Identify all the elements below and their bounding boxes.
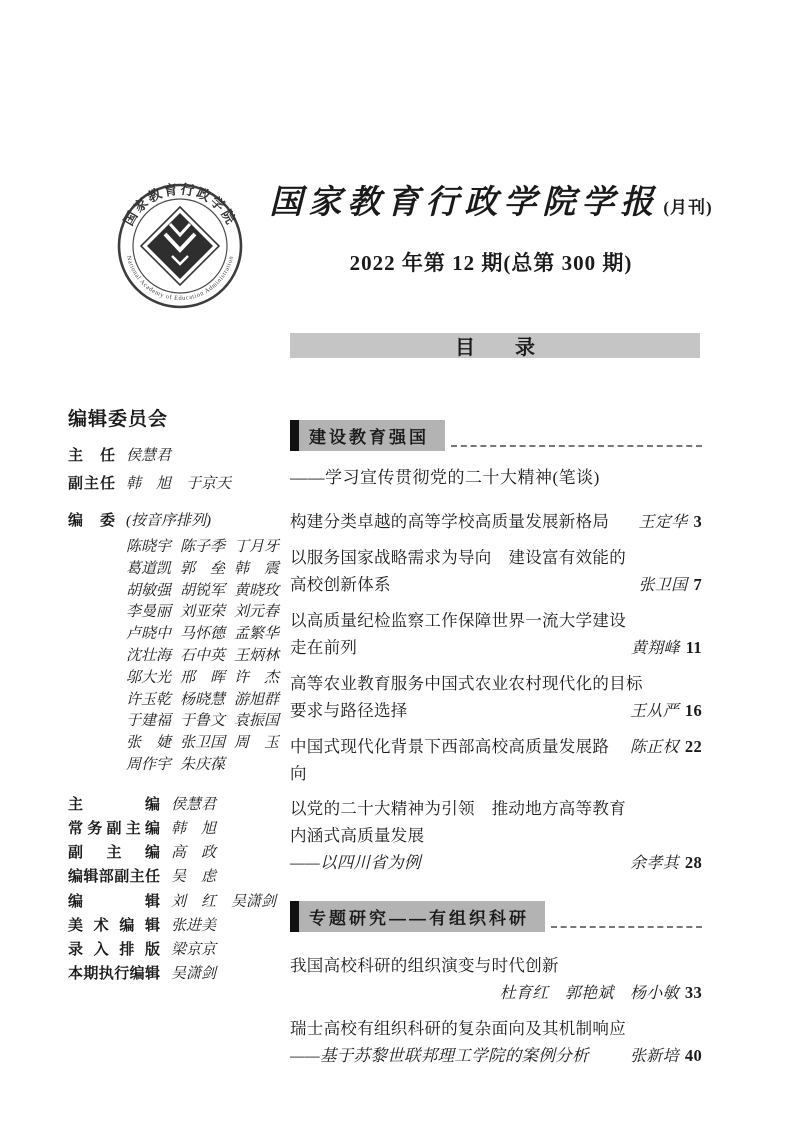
member-name: 张 婕 bbox=[126, 735, 172, 752]
article-title: 瑞士高校有组织科研的复杂面向及其机制响应 bbox=[290, 1019, 626, 1038]
member-name: 李曼丽 bbox=[126, 604, 172, 621]
role-names: 吴 虑 bbox=[171, 869, 217, 886]
committee-label-row bbox=[68, 509, 288, 530]
role-row-exec-deputy-editor bbox=[68, 817, 288, 841]
role-label: 本期执行编辑 bbox=[68, 965, 160, 983]
member-name: 沈壮海 bbox=[126, 647, 172, 664]
article-page-number: 28 bbox=[684, 853, 702, 872]
toc-article bbox=[290, 952, 702, 1007]
member-name: 丁月牙 bbox=[234, 539, 280, 555]
section-header-1 bbox=[290, 420, 702, 451]
journal-title-block bbox=[269, 176, 713, 277]
committee-block bbox=[68, 509, 288, 777]
section-subtitle: ——学习宣传贯彻党的二十大精神(笔谈) bbox=[290, 468, 600, 487]
journal-frequency: (月刊) bbox=[663, 198, 713, 217]
member-row bbox=[126, 581, 288, 603]
role-names: 高 政 bbox=[171, 845, 217, 862]
member-name: 杨晓慧 bbox=[180, 691, 226, 708]
role-label: 录入排版 bbox=[68, 940, 160, 958]
role-row-director bbox=[68, 444, 288, 465]
member-name: 朱庆葆 bbox=[180, 756, 226, 773]
article-author: 张卫国 bbox=[638, 577, 688, 594]
article-title: 中国式现代化背景下西部高校高质量发展路向 bbox=[290, 737, 610, 783]
member-row bbox=[126, 755, 288, 777]
role-names: 韩 旭 于京天 bbox=[126, 476, 232, 492]
role-row-editors bbox=[68, 890, 288, 914]
member-name: 胡锐军 bbox=[180, 582, 226, 599]
dashed-rule bbox=[451, 445, 702, 447]
article-page-number: 40 bbox=[684, 1046, 702, 1065]
role-names: 侯慧君 bbox=[171, 796, 217, 813]
article-page-number: 22 bbox=[684, 737, 702, 756]
committee-label: 编委 bbox=[68, 512, 115, 529]
member-name: 刘亚荣 bbox=[180, 604, 226, 621]
article-subtitle: ——以四川省为例 bbox=[290, 853, 421, 872]
member-name: 孟繁华 bbox=[234, 626, 280, 643]
article-author: 杜育红 郭艳斌 杨小敏 bbox=[499, 985, 679, 1002]
article-title: 以服务国家战略需求为导向 建设富有效能的 bbox=[290, 548, 626, 567]
editorial-board-heading: 编辑委员会 bbox=[68, 409, 169, 430]
article-title: 我国高校科研的组织演变与时代创新 bbox=[290, 956, 559, 975]
role-names: 刘 红 吴潇剑 bbox=[171, 893, 277, 910]
role-label: 美术编辑 bbox=[68, 916, 160, 934]
section-title: 专题研究——有组织科研 bbox=[299, 901, 545, 932]
member-name: 郭 垒 bbox=[180, 560, 226, 577]
section-bar-icon bbox=[290, 420, 299, 451]
toc-article bbox=[290, 795, 702, 877]
article-title: 构建分类卓越的高等学校高质量发展新格局 bbox=[290, 512, 610, 531]
article-author: 张新培 bbox=[629, 1048, 679, 1065]
section-2-articles bbox=[290, 952, 702, 1070]
member-name: 邢 晖 bbox=[180, 669, 226, 686]
member-row bbox=[126, 537, 288, 559]
member-name: 许 杰 bbox=[234, 669, 280, 686]
member-row bbox=[126, 690, 288, 712]
member-name: 陈晓宇 bbox=[126, 539, 172, 555]
role-label: 常务副主编 bbox=[68, 819, 160, 837]
role-row-art-editor bbox=[68, 914, 288, 938]
toc-article bbox=[290, 1015, 702, 1070]
toc-article bbox=[290, 733, 702, 787]
article-title: 高等农业教育服务中国式农业农村现代化的目标 bbox=[290, 674, 643, 693]
journal-logo-seal bbox=[116, 182, 244, 310]
article-title-cont: 内涵式高质量发展 bbox=[290, 826, 425, 845]
member-name: 刘元春 bbox=[234, 604, 280, 621]
member-row bbox=[126, 646, 288, 668]
journal-title: 国家教育行政学院学报 bbox=[269, 185, 660, 221]
role-label: 副主任 bbox=[68, 475, 115, 492]
journal-issue: 2022 年第 12 期(总第 300 期) bbox=[349, 251, 633, 275]
role-label: 编辑部副主任 bbox=[68, 868, 160, 886]
seal-diamond-emblem bbox=[141, 207, 219, 285]
member-name: 马怀德 bbox=[180, 626, 226, 643]
member-name: 邬大光 bbox=[126, 669, 172, 686]
toc-article bbox=[290, 670, 702, 725]
article-title-cont: 要求与路径选择 bbox=[290, 701, 408, 720]
section-header-2 bbox=[290, 901, 702, 932]
article-author: 黄翔峰 bbox=[630, 640, 680, 657]
dashed-rule bbox=[551, 926, 702, 928]
member-name: 张卫国 bbox=[180, 735, 226, 752]
article-title-cont: 高校创新体系 bbox=[290, 575, 391, 594]
committee-note: (按音序排列) bbox=[126, 513, 211, 529]
role-label: 编辑 bbox=[68, 892, 160, 910]
seal-icon bbox=[116, 182, 244, 310]
role-names: 梁京京 bbox=[171, 941, 217, 958]
article-page-number: 3 bbox=[693, 512, 702, 531]
seal-bottom-text: National Academy of Education Administration bbox=[124, 255, 236, 303]
role-row-dept-deputy-head bbox=[68, 865, 288, 889]
role-names: 张进美 bbox=[171, 917, 217, 934]
committee-member-grid bbox=[126, 537, 288, 777]
article-page-number: 11 bbox=[685, 638, 702, 657]
member-name: 许玉乾 bbox=[126, 691, 172, 708]
role-row-issue-exec-editor bbox=[68, 962, 288, 986]
member-row bbox=[126, 733, 288, 755]
member-name: 葛道凯 bbox=[126, 560, 172, 577]
toc-article bbox=[290, 544, 702, 599]
member-name: 周 玉 bbox=[234, 735, 280, 752]
member-name: 于鲁文 bbox=[180, 713, 226, 730]
member-name: 于建福 bbox=[126, 713, 172, 730]
member-name: 袁振国 bbox=[234, 713, 280, 730]
article-author: 余孝其 bbox=[629, 855, 679, 872]
member-row bbox=[126, 602, 288, 624]
article-author: 王从严 bbox=[629, 703, 679, 720]
editorial-board-panel bbox=[68, 404, 288, 986]
member-name: 卢晓中 bbox=[126, 626, 172, 643]
member-row bbox=[126, 668, 288, 690]
role-row-deputy-editor bbox=[68, 841, 288, 865]
member-name: 胡敏强 bbox=[126, 582, 172, 599]
section-1-articles bbox=[290, 508, 702, 877]
toc-article bbox=[290, 607, 702, 662]
toc-panel bbox=[290, 420, 702, 1078]
article-page-number: 33 bbox=[684, 983, 702, 1002]
role-label: 副主编 bbox=[68, 844, 160, 862]
role-row-typesetting bbox=[68, 938, 288, 962]
member-name: 陈子季 bbox=[180, 539, 226, 555]
role-names: 侯慧君 bbox=[126, 448, 172, 464]
member-name bbox=[234, 755, 288, 777]
member-name: 韩 震 bbox=[234, 560, 280, 577]
seal-top-text: 国家教育行政学院 bbox=[120, 182, 240, 229]
section-bar-icon bbox=[290, 901, 299, 932]
member-name: 王炳林 bbox=[234, 647, 280, 664]
staff-roles-block bbox=[68, 793, 288, 987]
article-author: 陈正权 bbox=[629, 739, 679, 756]
role-row-deputy-director bbox=[68, 472, 288, 493]
article-author: 王定华 bbox=[638, 514, 688, 531]
toc-title-bar: 目 录 bbox=[290, 333, 700, 358]
article-title: 以高质量纪检监察工作保障世界一流大学建设 bbox=[290, 611, 626, 630]
member-name: 游旭群 bbox=[234, 691, 280, 708]
member-name: 石中英 bbox=[180, 647, 226, 664]
article-page-number: 16 bbox=[684, 701, 702, 720]
section-title: 建设教育强国 bbox=[299, 420, 445, 451]
role-names: 吴潇剑 bbox=[171, 966, 217, 983]
article-page-number: 7 bbox=[693, 575, 702, 594]
member-row bbox=[126, 624, 288, 646]
article-title-cont: 走在前列 bbox=[290, 638, 358, 657]
role-row-chief-editor bbox=[68, 793, 288, 817]
member-name: 黄晓玫 bbox=[234, 582, 280, 599]
member-name: 周作宇 bbox=[126, 756, 172, 773]
role-names: 韩 旭 bbox=[171, 820, 217, 837]
article-title: 以党的二十大精神为引领 推动地方高等教育 bbox=[290, 799, 626, 818]
role-label: 主编 bbox=[68, 795, 160, 813]
toc-article bbox=[290, 508, 702, 536]
article-subtitle: ——基于苏黎世联邦理工学院的案例分析 bbox=[290, 1046, 589, 1065]
member-row bbox=[126, 559, 288, 581]
member-row bbox=[126, 711, 288, 733]
role-label: 主任 bbox=[68, 447, 115, 464]
